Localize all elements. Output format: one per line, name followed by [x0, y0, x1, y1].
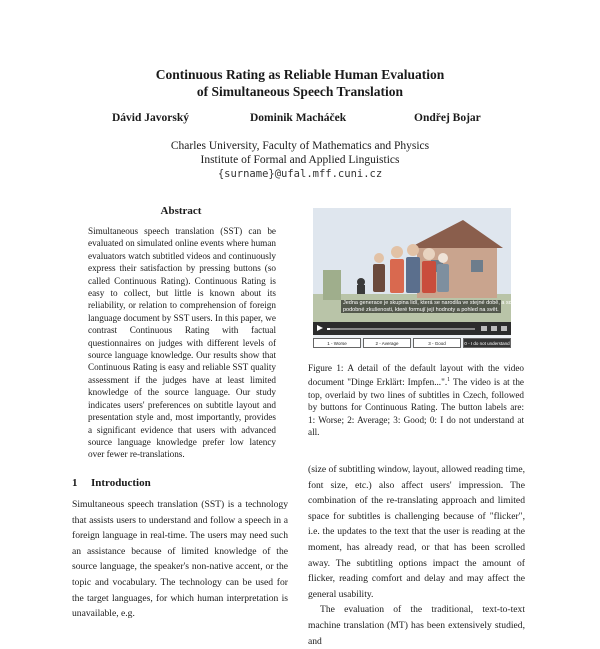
section-title: Introduction — [91, 477, 151, 489]
abstract-text: Simultaneous speech translation (SST) can be evaluated on simulated online events where human evaluators watch subtitled videos and continuously express their satisfaction by pressing buttons (so called Continuous Rating). Continuous Rating is easy to collect, but little is known about its reliability, or relation to comprehension of foreign language document by SST users. In this paper, we contrast Continuous Rating with factual questionnaires on judges with different levels of source language knowledge. Our results show that Continuous Rating is easy and reliable SST quality assessment if the judges have at least limited knowledge of the source language. Our study indicates users' preferences on subtitle layout and presentation style and, most importantly, provides a significant evidence that users with advanced source language knowledge prefer low latency over fewer re-translations. — [88, 226, 276, 460]
person-body — [406, 257, 420, 293]
rating-button-not-understand[interactable]: 0 - I do not understand — [463, 338, 511, 348]
video-controls — [313, 322, 511, 335]
progress-fill — [327, 328, 330, 330]
subtitle-overlay — [341, 300, 517, 313]
dog-head — [357, 278, 365, 286]
progress-track[interactable] — [327, 328, 475, 330]
caption-text-end: The video is at the top, overlaid by two lines of subtitles in Czech, followed by buttons for Continuous Rating. The button labels are: 1: Worse; 2: Average; 3: Good; 0: I do not understand at all. — [308, 377, 524, 438]
dog-body — [357, 285, 365, 294]
abstract-heading: Abstract — [160, 205, 202, 217]
person-head — [391, 246, 403, 258]
right-paragraph-1: (size of subtitling window, layout, allowed reading time, font size, etc.) also affect users' impression. The combination of the re-translating approach and limited space for subtitles is challenging because of "flicker", i.e. the updates to the text that the user is reading at the moment, has already read, or that has been scrolled away. The subtitling options impact the amount of flicker, reading comfort and delay and may affect the general usability. — [308, 464, 525, 600]
subtitle-line-1: Jedna generace je skupina lidí, která se narodila ve stejné době, a sdílí — [343, 300, 517, 306]
footnote-mark: 1 — [447, 377, 451, 384]
email-address: {surname}@ufal.mff.cuni.cz — [217, 168, 383, 180]
title-line-1: Continuous Rating as Reliable Human Evaluation — [155, 67, 445, 82]
person-body — [422, 261, 436, 293]
affiliation-line-2: Institute of Formal and Applied Linguistics — [200, 154, 400, 166]
author-bojar: Ondřej Bojar — [414, 112, 481, 124]
play-icon[interactable] — [317, 325, 323, 331]
affiliation-line-1: Charles University, Faculty of Mathematics and Physics — [170, 140, 430, 152]
person-head — [423, 248, 435, 260]
rating-button-good[interactable]: 3 - Good — [413, 338, 461, 348]
subtitle-line-2: podobné zkušenosti, které formují její hodnoty a pohled na svět. — [343, 306, 499, 313]
settings-icon[interactable] — [491, 326, 497, 331]
right-paragraph-2: The evaluation of the traditional, text-to-text machine translation (MT) has been extensively studied, and — [308, 604, 525, 647]
person-head — [407, 244, 419, 256]
volume-icon[interactable] — [481, 326, 487, 331]
caption-text-start: Figure 1: A detail of the default layout with the video document "Dinge Erklärt: Impfen...". — [308, 363, 524, 388]
person-body — [437, 264, 449, 292]
introduction-text: Simultaneous speech translation (SST) is a technology that assists users to understand and follow a speech in a foreign language in real-time. The users may need such an assistance because of limited knowledge of the source language, the speaker's non-native accent, or the topic and vocabulary. The technology can be used for the target languages, for which human interpretation is unavailable, e.g. — [72, 499, 288, 620]
fullscreen-icon[interactable] — [501, 326, 507, 331]
rating-button-row — [313, 338, 511, 348]
section-number: 1 — [72, 477, 78, 489]
person-body — [373, 264, 385, 292]
figure-video-player — [313, 208, 517, 348]
author-javorsky: Dávid Javorský — [112, 112, 189, 124]
house-window — [471, 260, 483, 272]
person-body — [390, 259, 404, 293]
right-column-text — [308, 462, 525, 647]
rating-button-average[interactable]: 2 - Average — [363, 338, 411, 348]
author-machacek: Dominik Macháček — [250, 112, 347, 124]
title-line-2: of Simultaneous Speech Translation — [196, 84, 404, 99]
person-head — [438, 253, 448, 263]
rating-button-worse[interactable]: 1 - Worse — [313, 338, 361, 348]
person-head — [374, 253, 384, 263]
section-heading-introduction — [72, 477, 151, 489]
figure-caption — [308, 362, 524, 439]
bush — [323, 270, 341, 300]
